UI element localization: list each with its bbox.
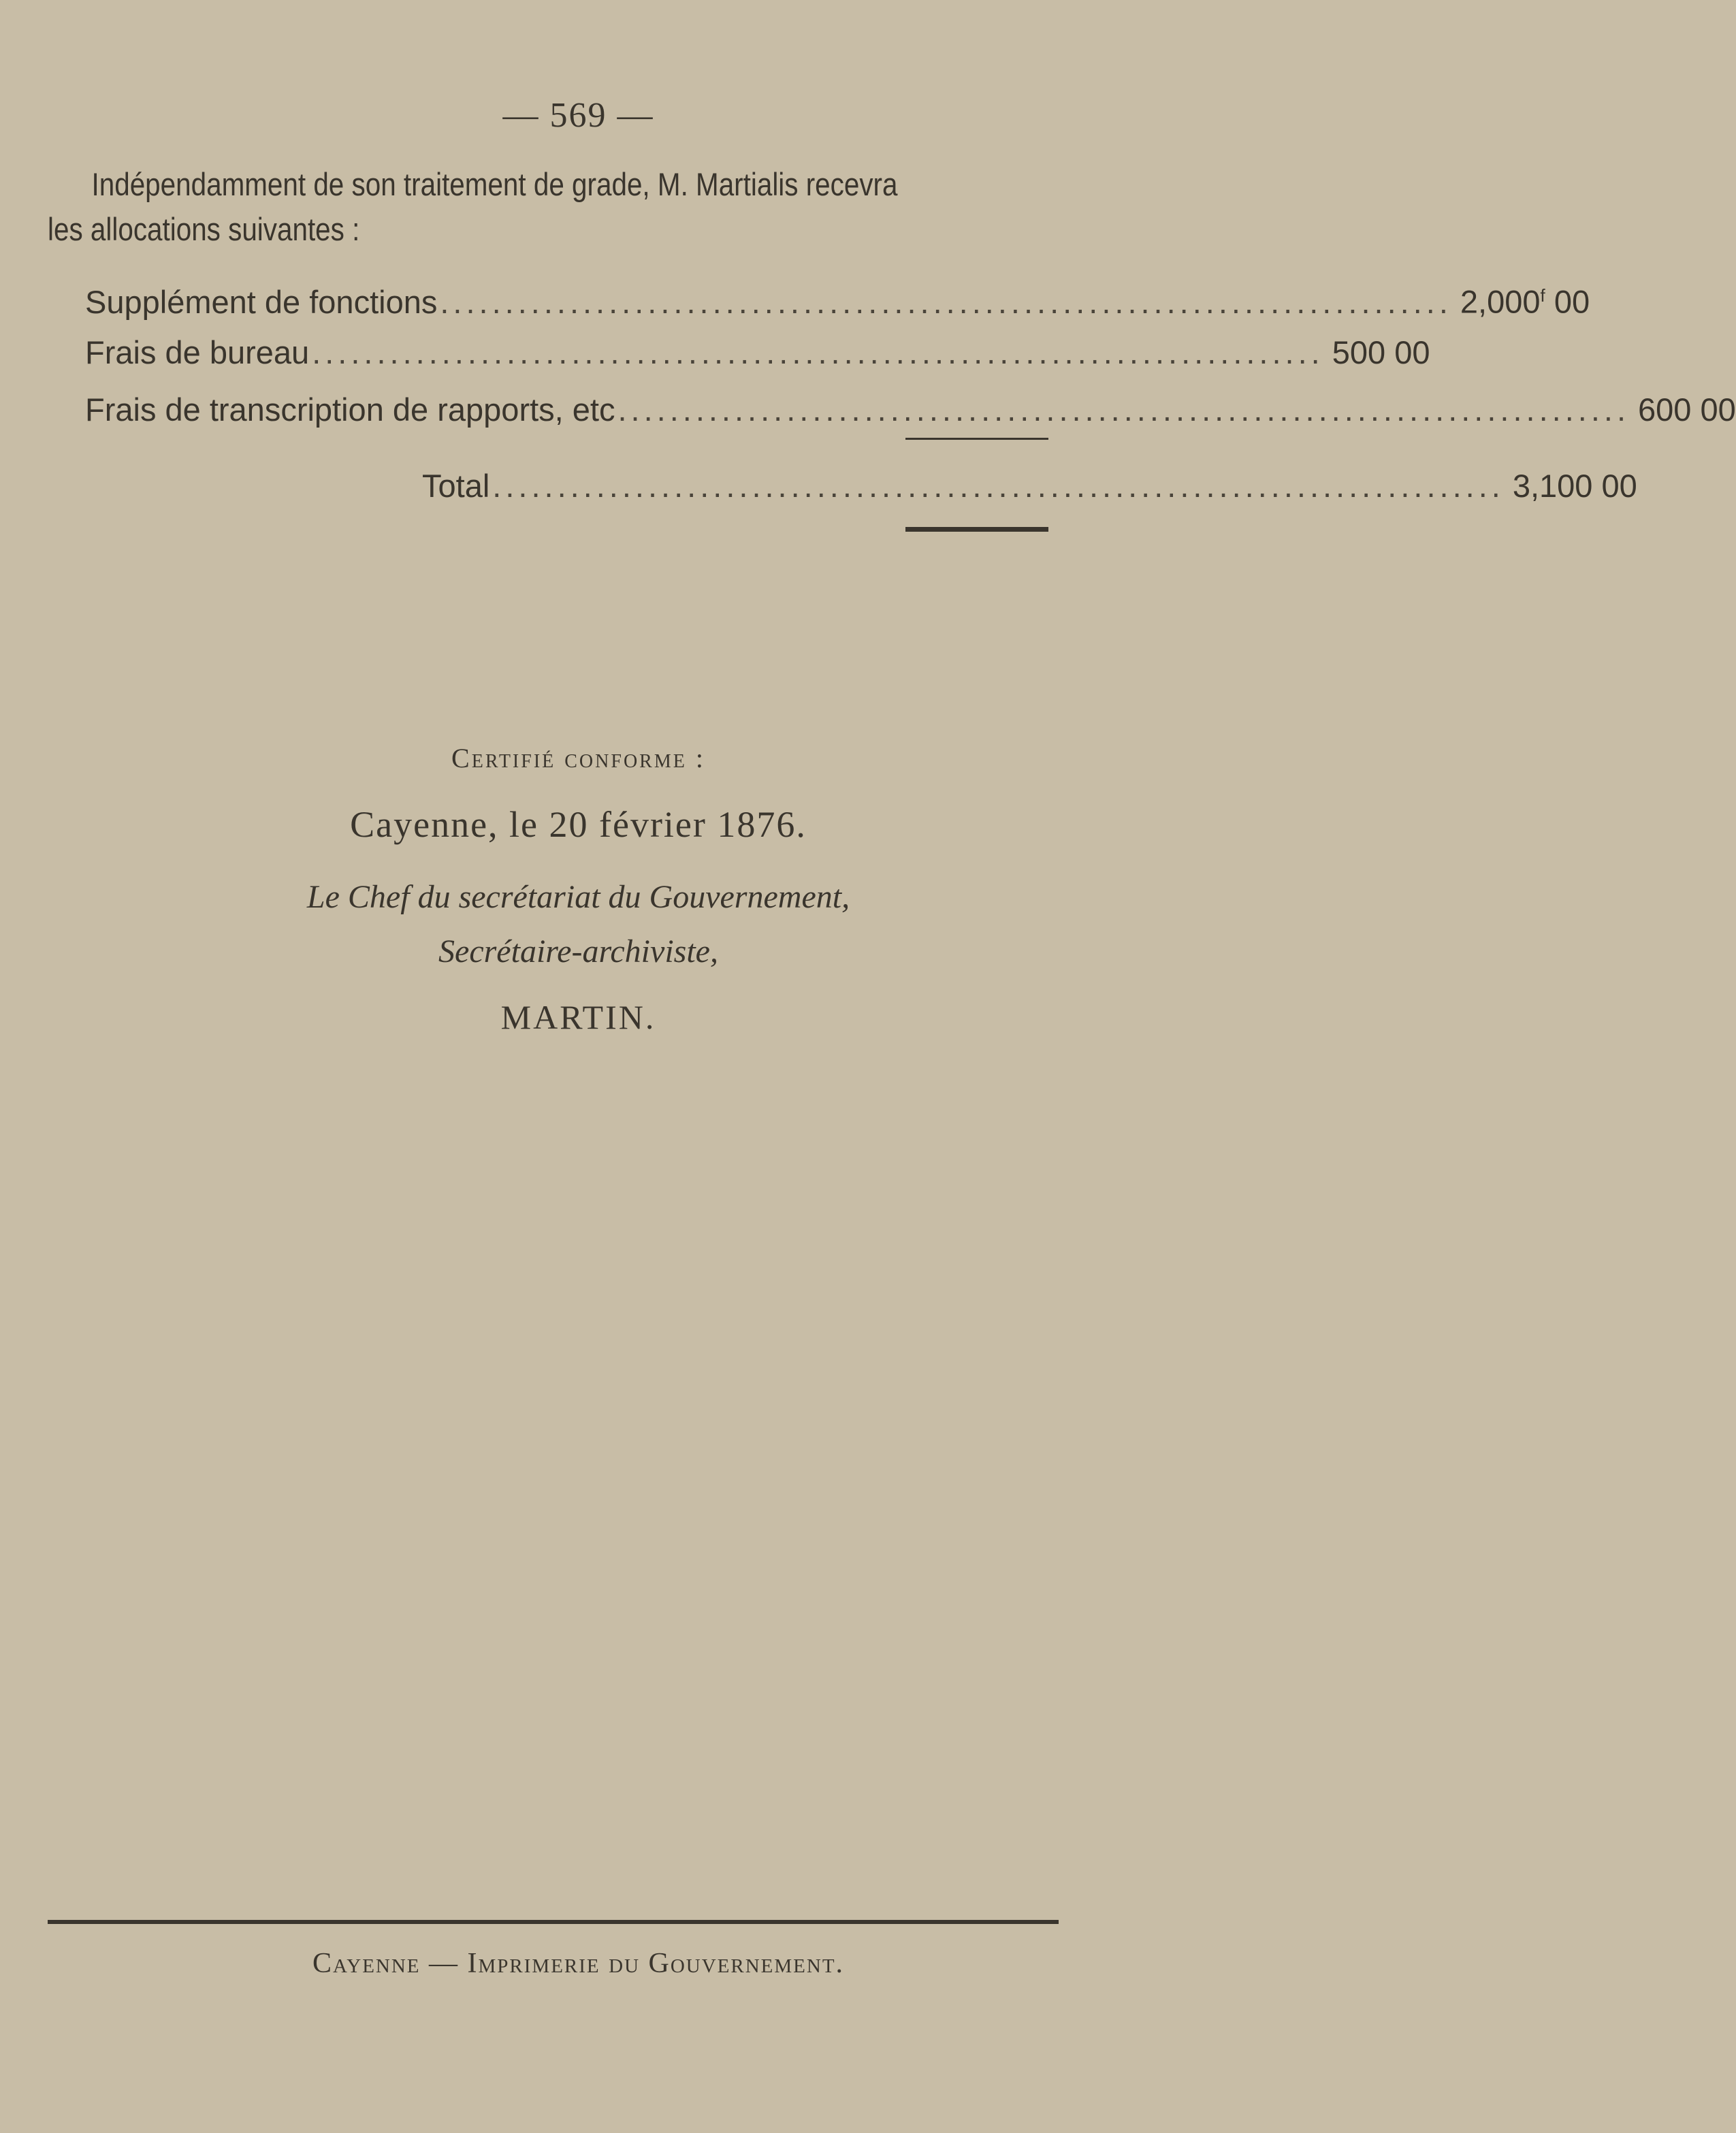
- total-amount: 3,100 00: [1512, 468, 1637, 504]
- allocation-label: Frais de bureau: [85, 334, 310, 370]
- total-double-rule: [905, 527, 1048, 532]
- dot-leader: ..............................................................................: [440, 283, 1452, 320]
- dot-leader: ..............................................................................: [312, 334, 1324, 370]
- total-label: Total: [422, 468, 490, 504]
- certification-heading: Certifié conforme :: [451, 743, 705, 773]
- allocation-label: Frais de transcription de rapports, etc: [85, 391, 615, 428]
- intro-paragraph: Indépendamment de son traitement de grade, M. Martialis recevra les allocations suivantes :: [48, 166, 898, 247]
- date-line: Cayenne, le 20 février 1876.: [350, 804, 807, 845]
- allocation-amount: 500 00: [1332, 334, 1430, 370]
- total-row: [422, 458, 1637, 515]
- allocations-list: [85, 267, 1736, 438]
- signatory-subtitle: Secrétaire-archiviste,: [438, 933, 718, 969]
- dot-leader: ..............................................................................: [492, 468, 1505, 504]
- signatory-title: Le Chef du secrétariat du Gouvernement,: [306, 879, 850, 915]
- allocation-row: [85, 324, 1430, 381]
- sum-rule: [905, 438, 1048, 440]
- allocation-label: Supplément de fonctions: [85, 283, 438, 320]
- allocation-amount: 600 00: [1638, 391, 1736, 428]
- printer-imprint: Cayenne — Imprimerie du Gouvernement.: [312, 1948, 845, 1979]
- allocation-row: [85, 267, 1590, 324]
- page-number: — 569 —: [502, 96, 654, 135]
- signatory-name: MARTIN.: [500, 998, 656, 1036]
- dot-leader: ..............................................................................: [617, 391, 1630, 428]
- allocation-row: [85, 381, 1736, 438]
- footer-rule: [48, 1920, 1059, 1924]
- allocation-amount: 2,000$^f$ 00: [1460, 283, 1590, 320]
